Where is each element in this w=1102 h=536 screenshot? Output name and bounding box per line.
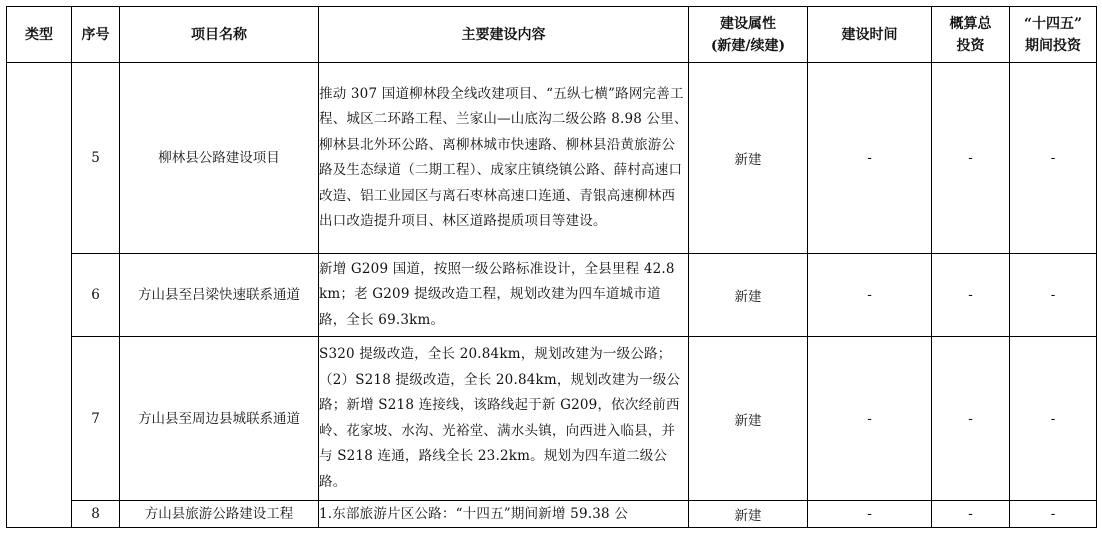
row-time: - xyxy=(808,337,932,501)
table-row xyxy=(7,337,1097,501)
table-row xyxy=(7,63,1097,254)
row-content: 新增 G209 国道，按照一级公路标准设计，全县里程 42.8 km；老 G209 提级改造工程，规划改建为四车道城市道路，全长 69.3km。 xyxy=(319,254,689,337)
header-budget: 概算总 投资 xyxy=(932,7,1010,63)
row-content: 推动 307 国道柳林段全线改建项目、“五纵七横”路网完善工程、城区二环路工程、兰家山—山底沟二级公路 8.98 公里、柳林县北外环公路、离柳林城市快速路、柳林县沿黄旅游公路及生态绿道（二期工程）、成家庄镇绕镇公路、薛村高速口改造、铝工业园区与离石枣林高速口连通、青银高速柳林西出口改造提升项目、林区道路提质项目等建设。 xyxy=(319,63,689,254)
row-time: - xyxy=(808,63,932,254)
row-plan: - xyxy=(1010,501,1097,528)
row-budget: - xyxy=(932,337,1010,501)
row-plan: - xyxy=(1010,337,1097,501)
row-attr: 新建 xyxy=(689,501,808,528)
row-name: 方山县旅游公路建设工程 xyxy=(120,501,319,528)
row-seq: 6 xyxy=(72,254,120,337)
row-time: - xyxy=(808,501,932,528)
row-seq: 7 xyxy=(72,337,120,501)
row-seq: 5 xyxy=(72,63,120,254)
table-row xyxy=(7,501,1097,528)
row-plan: - xyxy=(1010,254,1097,337)
row-seq: 8 xyxy=(72,501,120,528)
header-type: 类型 xyxy=(7,7,72,63)
header-time: 建设时间 xyxy=(808,7,932,63)
project-table xyxy=(6,6,1097,528)
row-attr: 新建 xyxy=(689,337,808,501)
header-name: 项目名称 xyxy=(120,7,319,63)
row-budget: - xyxy=(932,501,1010,528)
row-attr: 新建 xyxy=(689,63,808,254)
type-cell xyxy=(7,63,72,528)
row-plan: - xyxy=(1010,63,1097,254)
row-content: 1.东部旅游片区公路：“十四五”期间新增 59.38 公 xyxy=(319,501,689,528)
table-row xyxy=(7,254,1097,337)
row-name: 方山县至吕梁快速联系通道 xyxy=(120,254,319,337)
header-plan: “十四五” 期间投资 xyxy=(1010,7,1097,63)
header-content: 主要建设内容 xyxy=(319,7,689,63)
row-budget: - xyxy=(932,63,1010,254)
row-attr: 新建 xyxy=(689,254,808,337)
row-name: 方山县至周边县城联系通道 xyxy=(120,337,319,501)
row-content: S320 提级改造，全长 20.84km，规划改建为一级公路；（2）S218 提级改造，全长 20.84km，规划改建为一级公路；新增 S218 连接线，该路线起于新 G209，依次经前西岭、花家坡、水沟、光裕堂、满水头镇，向西进入临县，并与 S218 连通，路线全长 23.2km。规划为四车道二级公路。 xyxy=(319,337,689,501)
row-budget: - xyxy=(932,254,1010,337)
row-name: 柳林县公路建设项目 xyxy=(120,63,319,254)
header-attr: 建设属性 (新建/续建) xyxy=(689,7,808,63)
row-time: - xyxy=(808,254,932,337)
table-header-row xyxy=(7,7,1097,63)
header-seq: 序号 xyxy=(72,7,120,63)
